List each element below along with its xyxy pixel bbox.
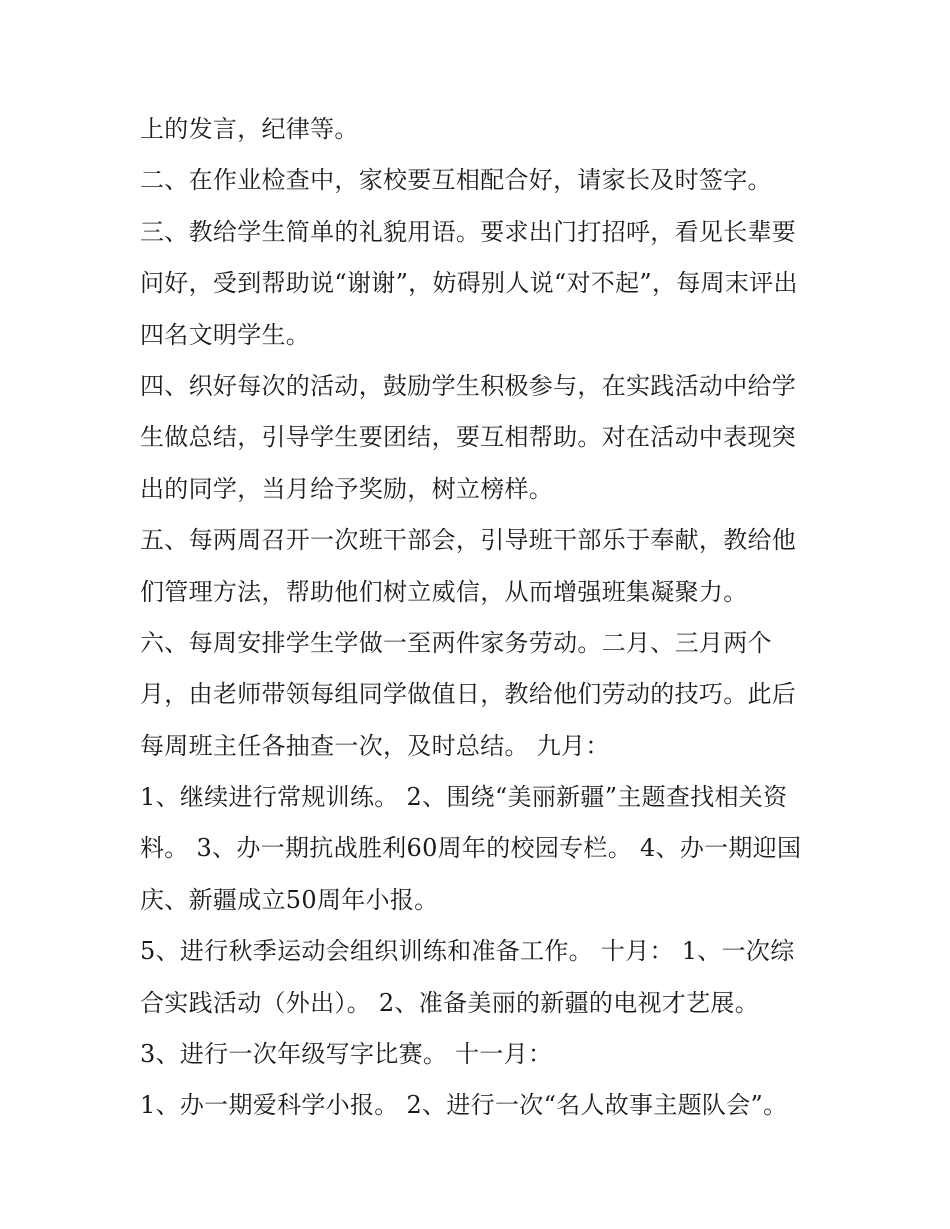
- text-line: 合实践活动（外出）。 2、准备美丽的新疆的电视才艺展。: [140, 988, 759, 1017]
- text-line: 1、办一期爱科学小报。 2、进行一次“名人故事主题队会”。: [140, 1091, 788, 1120]
- text-line: 庆、新疆成立50周年小报。: [140, 885, 439, 914]
- text-line: 四、织好每次的活动，鼓励学生积极参与，在实践活动中给学: [140, 371, 797, 400]
- text-line: 1、继续进行常规训练。 2、围绕“美丽新疆”主题查找相关资: [140, 783, 788, 812]
- text-line: 料。 3、办一期抗战胜利60周年的校园专栏。 4、办一期迎国: [140, 834, 802, 863]
- text-line: 5、进行秋季运动会组织训练和准备工作。 十月： 1、一次综: [140, 937, 795, 966]
- text-line: 五、每两周召开一次班干部会，引导班干部乐于奉献，教给他: [140, 526, 797, 555]
- text-line: 三、教给学生简单的礼貌用语。要求出门打招呼，看见长辈要: [140, 217, 797, 246]
- text-line: 上的发言，纪律等。: [140, 115, 359, 143]
- text-line: 生做总结，引导学生要团结，要互相帮助。对在活动中表现突: [140, 423, 797, 452]
- text-line: 四名文明学生。: [140, 320, 311, 349]
- text-line: 们管理方法，帮助他们树立威信，从而增强班集凝聚力。: [140, 577, 748, 606]
- text-line: 月，由老师带领每组同学做值日，教给他们劳动的技巧。此后: [140, 680, 797, 709]
- text-line: 问好，受到帮助说“谢谢”，妨碍别人说“对不起”，每周末评出: [140, 269, 798, 298]
- text-line: 六、每周安排学生学做一至两件家务劳动。二月、三月两个: [140, 628, 772, 657]
- text-line: 二、在作业检查中，家校要互相配合好，请家长及时签字。: [140, 166, 772, 195]
- text-line: 3、进行一次年级写字比赛。 十一月：: [140, 1040, 553, 1069]
- document-body: [140, 104, 820, 1132]
- text-line: 每周班主任各抽查一次，及时总结。 九月：: [140, 731, 610, 760]
- text-line: 出的同学，当月给予奖励，树立榜样。: [140, 474, 554, 503]
